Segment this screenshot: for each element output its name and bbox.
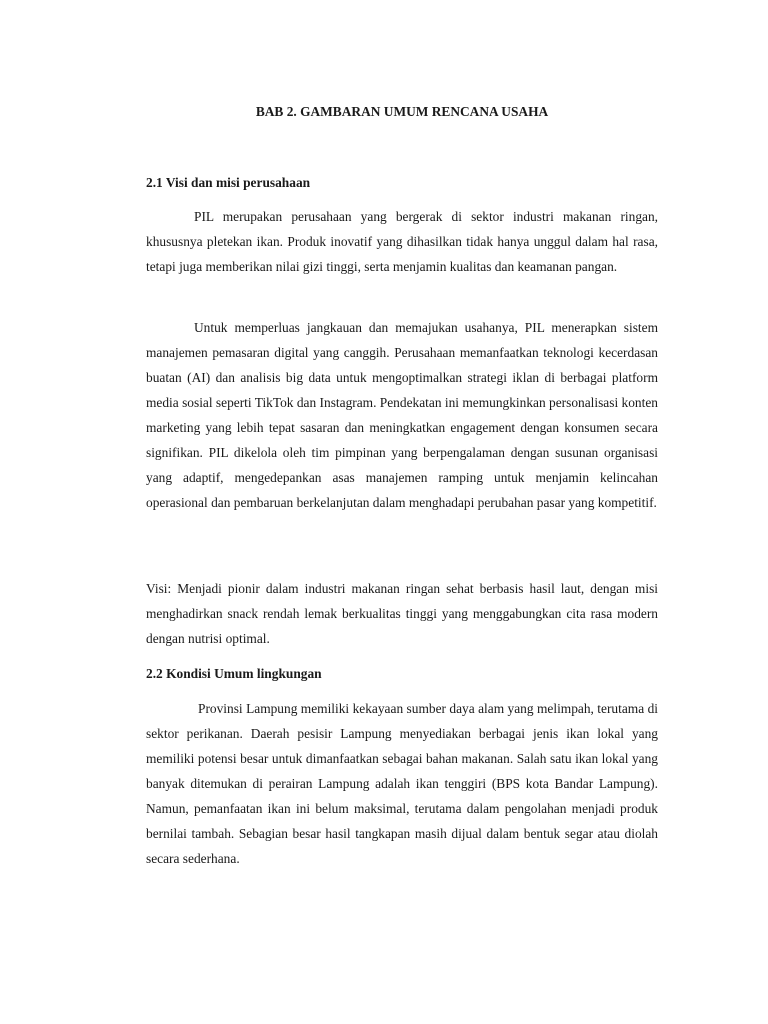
paragraph-digital-marketing: Untuk memperluas jangkauan dan memajukan usahanya, PIL menerapkan sistem manajemen pemasaran digital yang canggih. Perusahaan memanfaatkan teknologi kecerdasan buatan (AI) dan analisis big data untuk mengoptimalkan strategi iklan di berbagai platform media sosial seperti TikTok dan Instagram. Pendekatan ini memungkinkan personalisasi konten marketing yang lebih tepat sasaran dan meningkatkan engagement dengan konsumen secara signifikan. PIL dikelola oleh tim pimpinan yang berpengalaman dengan susunan organisasi yang adaptif, mengedepankan asas manajemen ramping untuk menjamin kelincahan operasional dan pembaruan berkelanjutan dalam menghadapi perubahan pasar yang kompetitif.: [146, 320, 658, 510]
paragraph-vision: Visi: Menjadi pionir dalam industri makanan ringan sehat berbasis hasil laut, dengan misi menghadirkan snack rendah lemak berkualitas tinggi yang menggabungkan cita rasa modern dengan nutrisi optimal.: [146, 581, 658, 646]
paragraph-lampung-environment: Provinsi Lampung memiliki kekayaan sumber daya alam yang melimpah, terutama di sektor perikanan. Daerah pesisir Lampung menyediakan berbagai jenis ikan lokal yang memiliki potensi besar untuk dimanfaatkan sebagai bahan makanan. Salah satu ikan lokal yang banyak ditemukan di perairan Lampung adalah ikan tenggiri (BPS kota Bandar Lampung). Namun, pemanfaatan ikan ini belum maksimal, terutama dalam pengolahan menjadi produk bernilai tambah. Sebagian besar hasil tangkapan masih dijual dalam bentuk segar atau diolah secara sederhana.: [146, 701, 658, 866]
section-heading-visi-misi: 2.1 Visi dan misi perusahaan: [146, 175, 311, 190]
paragraph-company-overview: PIL merupakan perusahaan yang bergerak di sektor industri makanan ringan, khususnya pletekan ikan. Produk inovatif yang dihasilkan tidak hanya unggul dalam hal rasa, tetapi juga memberikan nilai gizi tinggi, serta menjamin kualitas dan keamanan pangan.: [146, 209, 658, 274]
chapter-title: BAB 2. GAMBARAN UMUM RENCANA USAHA: [255, 104, 549, 119]
section-heading-kondisi-lingkungan: 2.2 Kondisi Umum lingkungan: [146, 666, 322, 681]
